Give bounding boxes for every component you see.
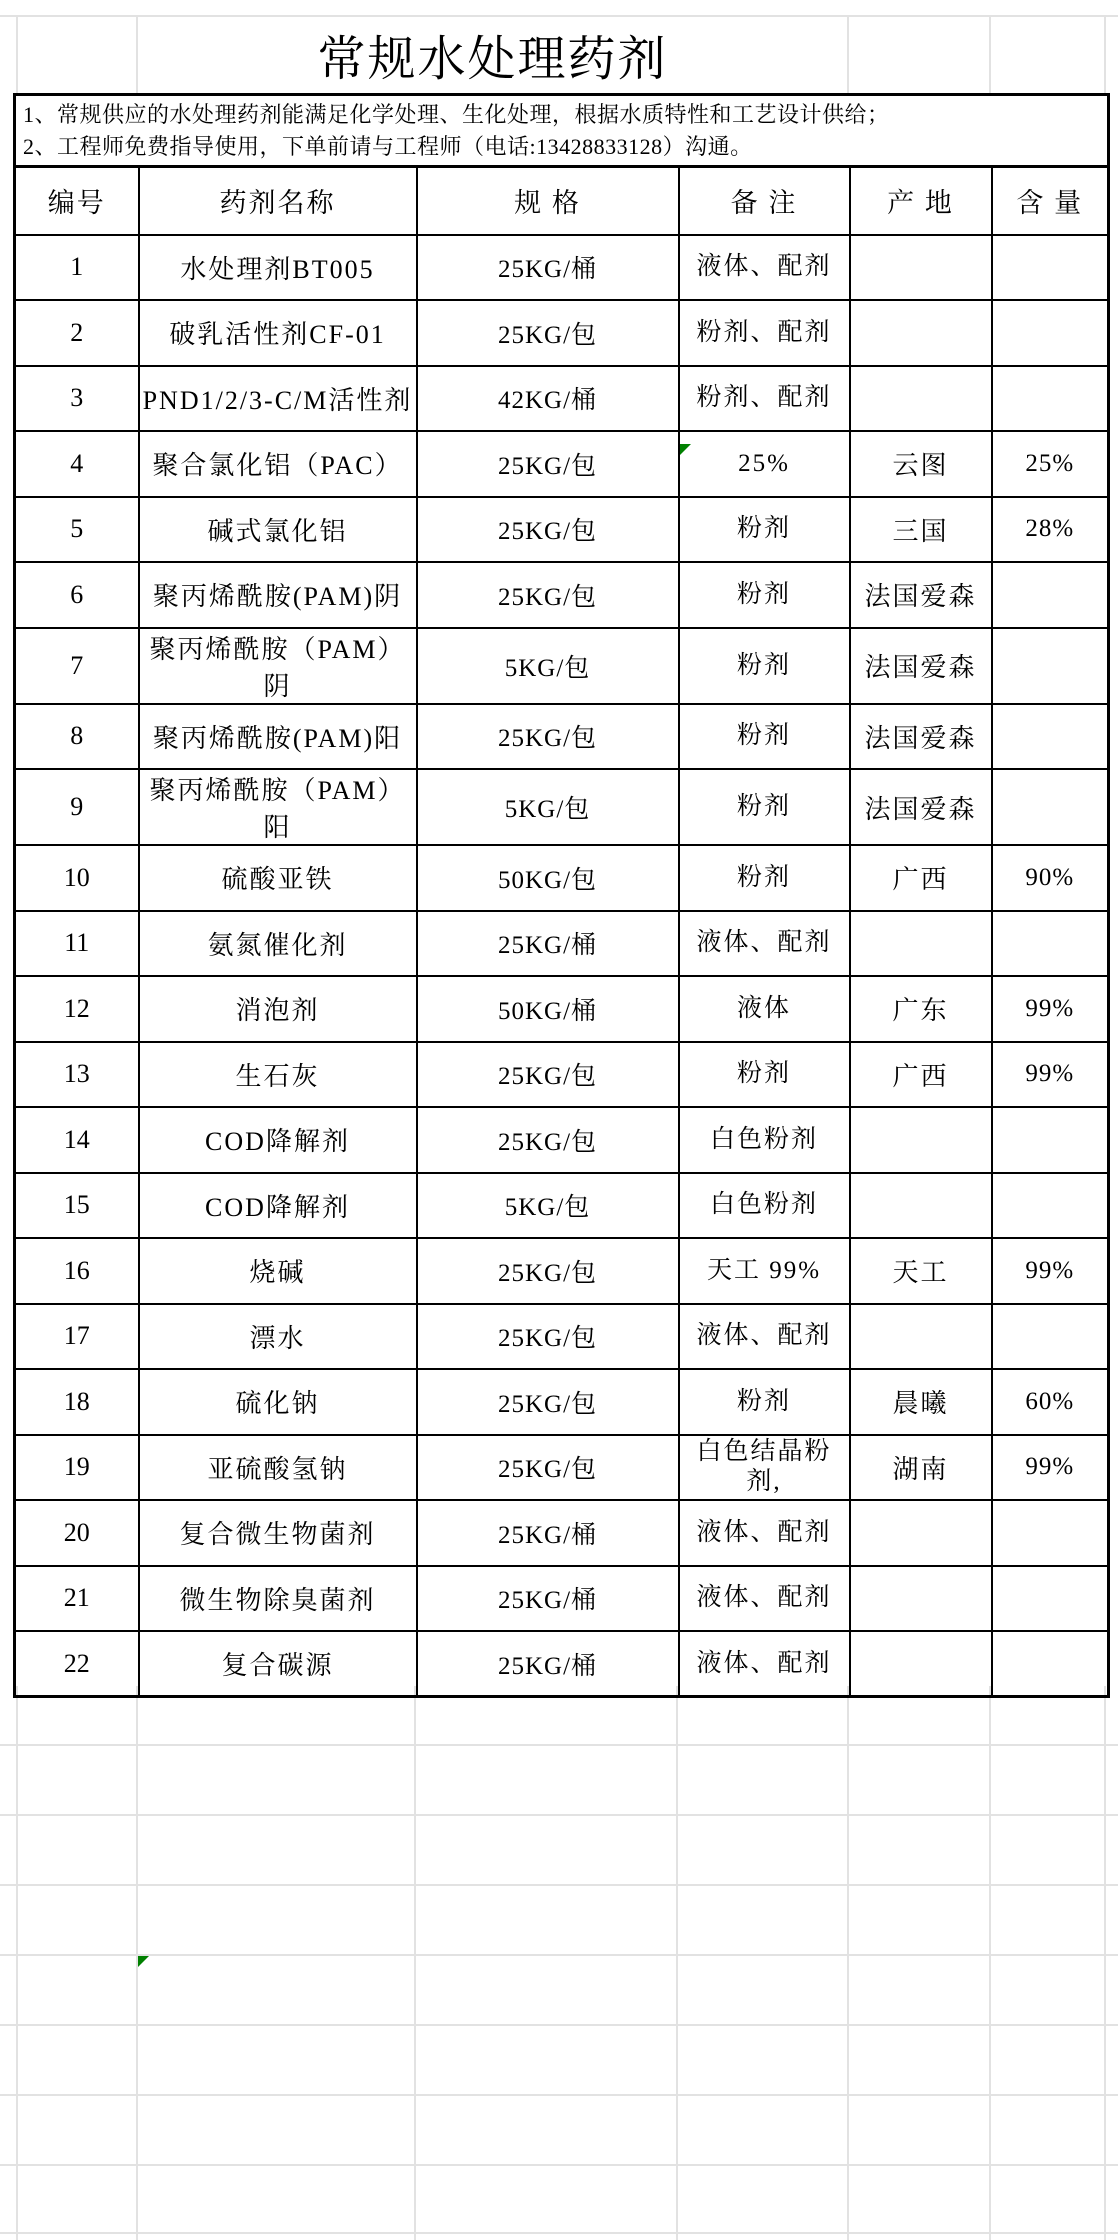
cell-remark[interactable]: 液体、配剂 (679, 235, 850, 301)
cell-remark[interactable]: 液体、配剂 (679, 1566, 850, 1632)
cell-spec[interactable]: 5KG/包 (417, 628, 679, 704)
cell-origin[interactable]: 广西 (850, 1042, 992, 1108)
cell-remark[interactable]: 25% (679, 431, 850, 497)
cell-no[interactable]: 16 (15, 1238, 139, 1304)
cell-name[interactable]: 聚丙烯酰胺（PAM）阴 (139, 628, 417, 704)
cell-name[interactable]: 复合碳源 (139, 1631, 417, 1697)
cell-content[interactable] (992, 1173, 1109, 1239)
cell-origin[interactable]: 天工 (850, 1238, 992, 1304)
table-row (15, 976, 1109, 1042)
cell-origin[interactable]: 湖南 (850, 1435, 992, 1501)
cell-remark[interactable]: 粉剂 (679, 845, 850, 911)
cell-content[interactable]: 99% (992, 1435, 1109, 1501)
cell-content[interactable] (992, 1566, 1109, 1632)
note-line-1: 1、常规供应的水处理药剂能满足化学处理、生化处理，根据水质特性和工艺设计供给； (23, 101, 890, 127)
cell-remark[interactable]: 粉剂 (679, 1369, 850, 1435)
cell-no[interactable]: 2 (15, 300, 139, 366)
cell-no[interactable]: 7 (15, 628, 139, 704)
cell-origin[interactable]: 广东 (850, 976, 992, 1042)
cell-name[interactable]: COD降解剂 (139, 1173, 417, 1239)
cell-content[interactable] (992, 628, 1109, 704)
cell-spec[interactable]: 25KG/包 (417, 704, 679, 770)
cell-spec[interactable]: 25KG/包 (417, 1369, 679, 1435)
cell-name[interactable]: 水处理剂BT005 (139, 235, 417, 301)
table-row (15, 1238, 1109, 1304)
cell-content[interactable]: 25% (992, 431, 1109, 497)
cell-origin[interactable]: 法国爱森 (850, 562, 992, 628)
cell-spec[interactable]: 25KG/桶 (417, 1500, 679, 1566)
cell-content[interactable] (992, 1631, 1109, 1697)
cell-remark[interactable]: 粉剂、配剂 (679, 366, 850, 432)
cell-content[interactable] (992, 769, 1109, 845)
gridline (0, 1814, 1118, 1816)
cell-name[interactable]: 微生物除臭菌剂 (139, 1566, 417, 1632)
cell-remark[interactable]: 液体、配剂 (679, 1631, 850, 1697)
table-row (15, 1500, 1109, 1566)
gridline (0, 2232, 1118, 2234)
gridline (0, 1884, 1118, 1886)
header-content[interactable]: 含 量 (992, 167, 1109, 235)
cell-content[interactable] (992, 704, 1109, 770)
cell-no[interactable]: 22 (15, 1631, 139, 1697)
cell-spec[interactable]: 25KG/桶 (417, 1566, 679, 1632)
table-row (15, 1631, 1109, 1697)
error-indicator-icon (680, 444, 691, 455)
cell-origin[interactable]: 三国 (850, 497, 992, 563)
cell-no[interactable]: 12 (15, 976, 139, 1042)
cell-origin[interactable] (850, 1107, 992, 1173)
chemicals-table (13, 93, 1110, 1698)
cell-spec[interactable]: 25KG/包 (417, 300, 679, 366)
table-row (15, 562, 1109, 628)
cell-name[interactable]: 硫化钠 (139, 1369, 417, 1435)
header-no[interactable]: 编号 (15, 167, 139, 235)
cell-spec[interactable]: 25KG/包 (417, 562, 679, 628)
gridline (676, 1686, 678, 2240)
table-row (15, 704, 1109, 770)
cell-remark[interactable]: 粉剂 (679, 769, 850, 845)
cell-name[interactable]: 生石灰 (139, 1042, 417, 1108)
cell-no[interactable]: 14 (15, 1107, 139, 1173)
cell-name[interactable]: 复合微生物菌剂 (139, 1500, 417, 1566)
cell-spec[interactable]: 50KG/包 (417, 845, 679, 911)
cell-remark[interactable]: 粉剂 (679, 704, 850, 770)
cell-spec[interactable]: 25KG/包 (417, 1304, 679, 1370)
table-row (15, 497, 1109, 563)
table-row (15, 300, 1109, 366)
cell-no[interactable]: 11 (15, 911, 139, 977)
gridline (16, 15, 18, 93)
cell-origin[interactable] (850, 1631, 992, 1697)
cell-origin[interactable]: 晨曦 (850, 1369, 992, 1435)
cell-no[interactable]: 17 (15, 1304, 139, 1370)
error-indicator-icon (138, 1956, 149, 1967)
cell-name[interactable]: 聚合氯化铝（PAC） (139, 431, 417, 497)
cell-remark[interactable]: 天工 99% (679, 1238, 850, 1304)
cell-spec[interactable]: 5KG/包 (417, 769, 679, 845)
cell-content[interactable] (992, 562, 1109, 628)
cell-name[interactable]: 氨氮催化剂 (139, 911, 417, 977)
cell-origin[interactable]: 法国爱森 (850, 769, 992, 845)
cell-content[interactable] (992, 300, 1109, 366)
cell-no[interactable]: 19 (15, 1435, 139, 1501)
table-row (15, 1107, 1109, 1173)
cell-name[interactable]: COD降解剂 (139, 1107, 417, 1173)
gridline (16, 1686, 18, 2240)
cell-content[interactable] (992, 1304, 1109, 1370)
cell-origin[interactable] (850, 366, 992, 432)
cell-no[interactable]: 15 (15, 1173, 139, 1239)
gridline (414, 1686, 416, 2240)
cell-remark[interactable]: 液体 (679, 976, 850, 1042)
cell-content[interactable] (992, 1107, 1109, 1173)
cell-content[interactable]: 90% (992, 845, 1109, 911)
cell-no[interactable]: 6 (15, 562, 139, 628)
cell-spec[interactable]: 5KG/包 (417, 1173, 679, 1239)
cell-remark[interactable]: 液体、配剂 (679, 1304, 850, 1370)
cell-origin[interactable] (850, 1304, 992, 1370)
note-line-2: 2、工程师免费指导使用，下单前请与工程师（电话:13428833128）沟通。 (23, 133, 753, 159)
cell-spec[interactable]: 25KG/桶 (417, 1631, 679, 1697)
table-row (15, 1435, 1109, 1501)
cell-name[interactable]: 硫酸亚铁 (139, 845, 417, 911)
cell-no[interactable]: 20 (15, 1500, 139, 1566)
cell-origin[interactable]: 法国爱森 (850, 628, 992, 704)
header-spec[interactable]: 规 格 (417, 167, 679, 235)
cell-origin[interactable] (850, 1173, 992, 1239)
cell-content[interactable]: 99% (992, 1042, 1109, 1108)
cell-name[interactable]: 聚丙烯酰胺(PAM)阴 (139, 562, 417, 628)
table-row (15, 769, 1109, 845)
cell-name[interactable]: 漂水 (139, 1304, 417, 1370)
table-header-row (15, 167, 1109, 235)
gridline (847, 1686, 849, 2240)
cell-remark[interactable]: 液体、配剂 (679, 1500, 850, 1566)
cell-remark[interactable]: 白色粉剂 (679, 1173, 850, 1239)
table-row (15, 366, 1109, 432)
cell-origin[interactable]: 广西 (850, 845, 992, 911)
table-row (15, 628, 1109, 704)
table-row (15, 1173, 1109, 1239)
table-row (15, 1566, 1109, 1632)
cell-no[interactable]: 9 (15, 769, 139, 845)
cell-content[interactable]: 28% (992, 497, 1109, 563)
cell-no[interactable]: 1 (15, 235, 139, 301)
table-row (15, 431, 1109, 497)
cell-name[interactable]: 消泡剂 (139, 976, 417, 1042)
cell-origin[interactable] (850, 1566, 992, 1632)
gridline (1104, 1686, 1106, 2240)
cell-spec[interactable]: 25KG/包 (417, 1042, 679, 1108)
table-row (15, 1042, 1109, 1108)
cell-remark[interactable]: 粉剂 (679, 1042, 850, 1108)
gridline (1104, 15, 1106, 93)
cell-remark[interactable]: 白色结晶粉剂, (679, 1435, 850, 1501)
cell-name[interactable]: 亚硫酸氢钠 (139, 1435, 417, 1501)
gridline (989, 15, 991, 93)
gridline (0, 2164, 1118, 2166)
cell-spec[interactable]: 25KG/包 (417, 497, 679, 563)
cell-no[interactable]: 4 (15, 431, 139, 497)
cell-content[interactable] (992, 911, 1109, 977)
cell-no[interactable]: 5 (15, 497, 139, 563)
cell-remark[interactable]: 粉剂 (679, 562, 850, 628)
cell-remark[interactable]: 液体、配剂 (679, 911, 850, 977)
gridline (0, 2094, 1118, 2096)
cell-origin[interactable] (850, 300, 992, 366)
cell-name[interactable]: 烧碱 (139, 1238, 417, 1304)
cell-content[interactable]: 60% (992, 1369, 1109, 1435)
table-row (15, 845, 1109, 911)
gridline (0, 1744, 1118, 1746)
header-origin[interactable]: 产 地 (850, 167, 992, 235)
cell-no[interactable]: 8 (15, 704, 139, 770)
cell-remark[interactable]: 粉剂 (679, 628, 850, 704)
cell-origin[interactable] (850, 911, 992, 977)
cell-content[interactable] (992, 235, 1109, 301)
header-remark[interactable]: 备 注 (679, 167, 850, 235)
cell-remark[interactable]: 粉剂、配剂 (679, 300, 850, 366)
cell-spec[interactable]: 50KG/桶 (417, 976, 679, 1042)
sheet-title-cell[interactable]: 常规水处理药剂 (317, 32, 668, 86)
cell-spec[interactable]: 25KG/包 (417, 1435, 679, 1501)
gridline (989, 1686, 991, 2240)
cell-name[interactable]: 碱式氯化铝 (139, 497, 417, 563)
cell-no[interactable]: 18 (15, 1369, 139, 1435)
cell-name[interactable]: PND1/2/3-C/M活性剂 (139, 366, 417, 432)
cell-spec[interactable]: 25KG/桶 (417, 911, 679, 977)
header-name[interactable]: 药剂名称 (139, 167, 417, 235)
notes-row (15, 95, 1109, 167)
cell-origin[interactable]: 云图 (850, 431, 992, 497)
table-row (15, 1369, 1109, 1435)
cell-origin[interactable] (850, 1500, 992, 1566)
cell-content[interactable]: 99% (992, 976, 1109, 1042)
table-row (15, 235, 1109, 301)
table-row (15, 1304, 1109, 1370)
cell-name[interactable]: 破乳活性剂CF-01 (139, 300, 417, 366)
cell-content[interactable]: 99% (992, 1238, 1109, 1304)
cell-remark[interactable]: 粉剂 (679, 497, 850, 563)
notes-cell[interactable] (15, 95, 1109, 167)
cell-name[interactable]: 聚丙烯酰胺(PAM)阳 (139, 704, 417, 770)
cell-no[interactable]: 10 (15, 845, 139, 911)
cell-spec[interactable]: 25KG/桶 (417, 235, 679, 301)
cell-spec[interactable]: 42KG/桶 (417, 366, 679, 432)
cell-remark[interactable]: 白色粉剂 (679, 1107, 850, 1173)
cell-origin[interactable] (850, 235, 992, 301)
cell-spec[interactable]: 25KG/包 (417, 1238, 679, 1304)
cell-no[interactable]: 3 (15, 366, 139, 432)
cell-origin[interactable]: 法国爱森 (850, 704, 992, 770)
cell-no[interactable]: 21 (15, 1566, 139, 1632)
gridline (0, 2024, 1118, 2026)
cell-content[interactable] (992, 366, 1109, 432)
cell-name[interactable]: 聚丙烯酰胺（PAM）阳 (139, 769, 417, 845)
cell-content[interactable] (992, 1500, 1109, 1566)
cell-no[interactable]: 13 (15, 1042, 139, 1108)
cell-spec[interactable]: 25KG/包 (417, 431, 679, 497)
gridline (0, 1954, 1118, 1956)
cell-spec[interactable]: 25KG/包 (417, 1107, 679, 1173)
table-row (15, 911, 1109, 977)
